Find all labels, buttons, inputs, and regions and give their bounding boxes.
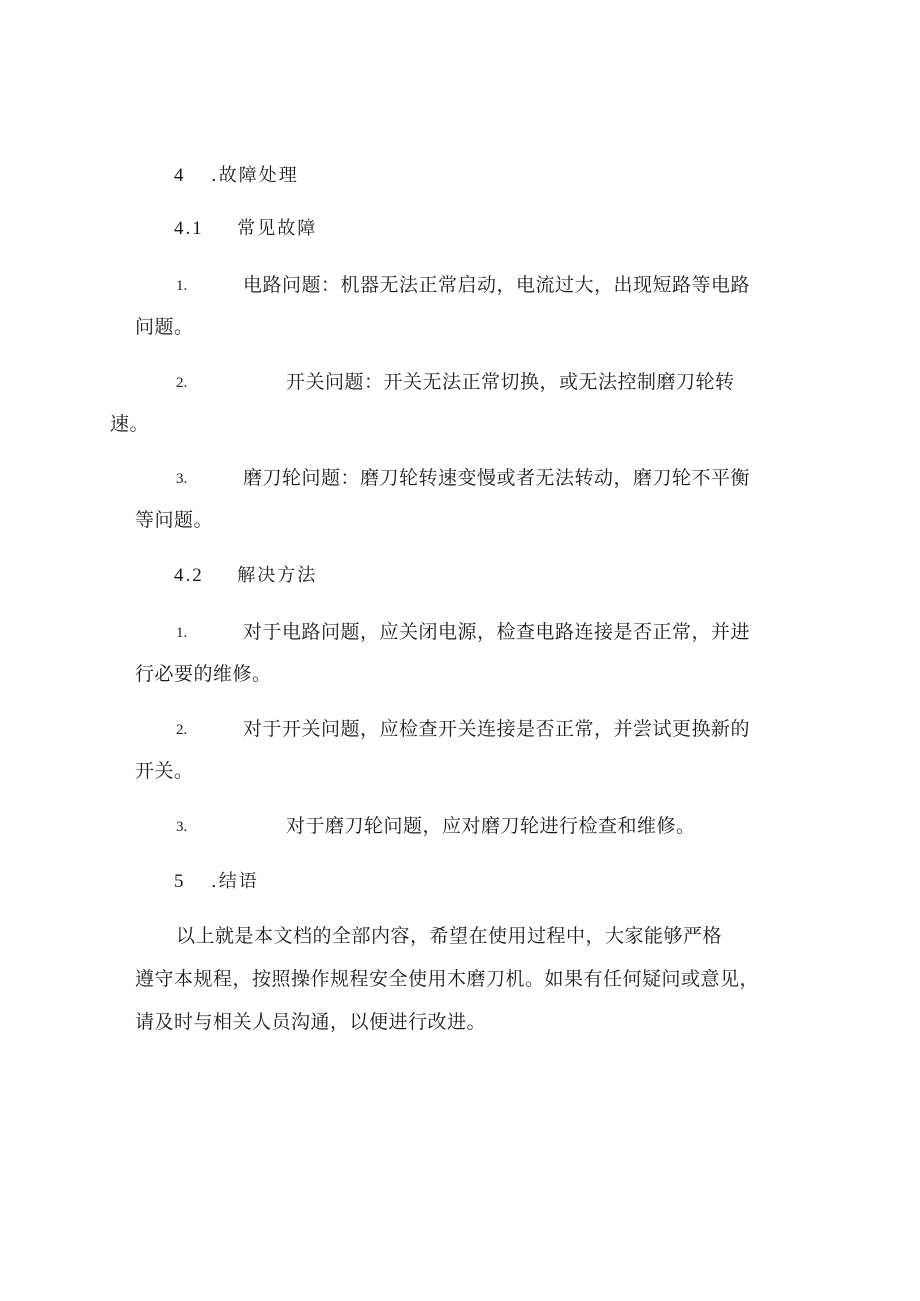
subsection-4-2-heading [174, 564, 317, 588]
subsection-4-1-title: 常见故障 [237, 218, 318, 239]
paragraph-line: 请及时与相关人员沟通，以便进行改进。 [135, 1011, 487, 1033]
list-item-text: 对于磨刀轮问题，应对磨刀轮进行检查和维修。 [286, 815, 696, 837]
paragraph-line: 遵守本规程，按照操作规程安全使用木磨刀机。如果有任何疑问或意见， [135, 968, 760, 990]
list-item-number: 1. [176, 625, 188, 641]
list-item-text: 磨刀轮问题：磨刀轮转速变慢或者无法转动，磨刀轮不平衡 [243, 467, 751, 489]
list-item-text-continued: 速。 [110, 413, 150, 435]
list-item-text-continued: 问题。 [135, 316, 194, 338]
list-item-text: 开关问题：开关无法正常切换，或无法控制磨刀轮转 [286, 371, 735, 393]
paragraph-line: 以上就是本文档的全部内容，希望在使用过程中，大家能够严格 [176, 925, 723, 947]
list-item-text-continued: 行必要的维修。 [135, 663, 272, 685]
subsection-4-2-title: 解决方法 [237, 565, 318, 586]
subsection-4-1-heading [174, 217, 317, 241]
list-item-number: 3. [176, 471, 188, 487]
list-item-text: 对于开关问题，应检查开关连接是否正常，并尝试更换新的 [243, 718, 751, 740]
subsection-4-1-number: 4.1 [174, 218, 204, 239]
section-5-title: .结语 [210, 871, 259, 892]
list-item-text-continued: 等问题。 [135, 509, 214, 531]
section-5-number: 5 [174, 871, 186, 892]
list-item-text: 电路问题：机器无法正常启动，电流过大，出现短路等电路 [243, 274, 751, 296]
section-4-title: .故障处理 [210, 165, 299, 186]
section-4-heading [174, 164, 299, 188]
list-item-text-continued: 开关。 [135, 760, 194, 782]
section-4-number: 4 [174, 165, 186, 186]
list-item-text: 对于电路问题，应关闭电源，检查电路连接是否正常，并进 [243, 621, 751, 643]
list-item-number: 2. [176, 375, 188, 391]
list-item-number: 2. [176, 722, 188, 738]
subsection-4-2-number: 4.2 [174, 565, 204, 586]
list-item-number: 1. [176, 278, 188, 294]
section-5-heading [174, 870, 259, 894]
list-item-number: 3. [176, 819, 188, 835]
